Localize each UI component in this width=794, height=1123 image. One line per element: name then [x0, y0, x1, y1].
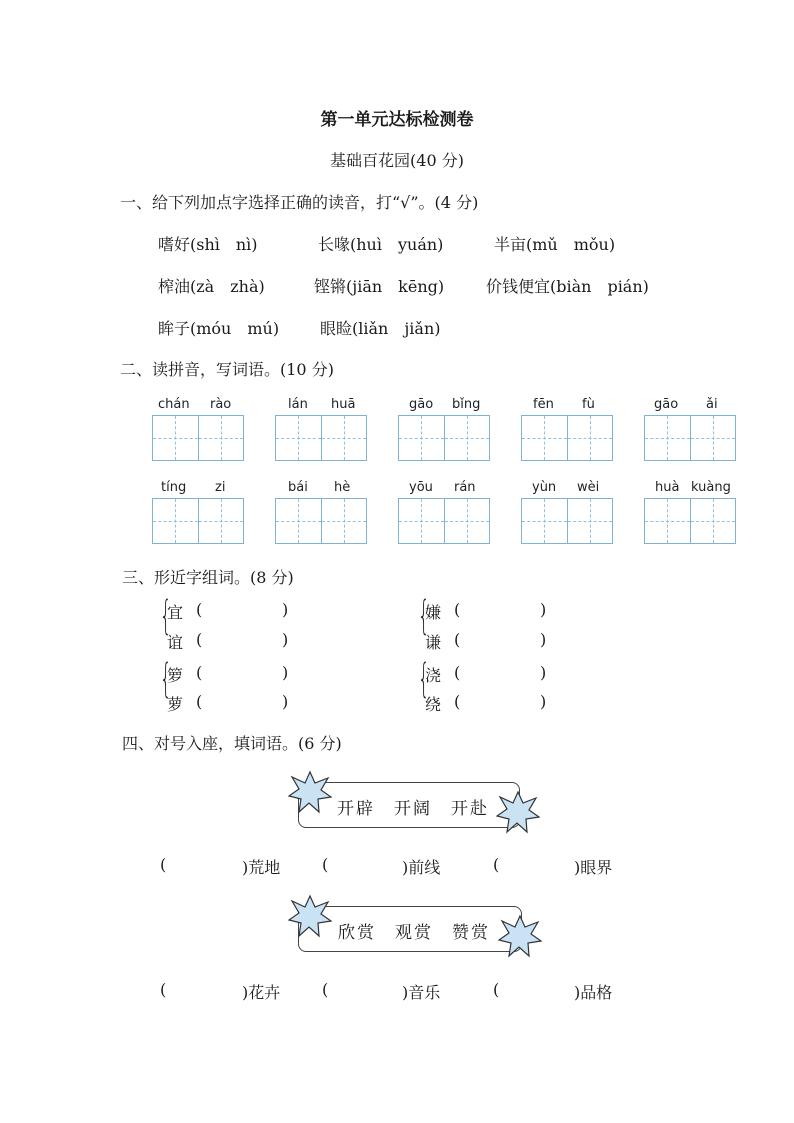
close-paren: ) [540, 600, 547, 619]
section3-heading: 三、形近字组词。(8 分) [122, 568, 294, 587]
open-paren: ( [196, 630, 203, 649]
pinyin-label: zi [215, 480, 226, 495]
leaf-icon [288, 894, 332, 938]
fill-open-paren: ( [322, 855, 329, 874]
section1-item: 榨油(zà zhà) [158, 277, 265, 296]
pinyin-label: fēn [533, 397, 554, 412]
pinyin-label: tíng [161, 480, 187, 495]
open-paren: ( [454, 663, 461, 682]
pinyin-label: fù [582, 397, 595, 412]
leaf-icon [496, 790, 540, 834]
page-title: 第一单元达标检测卷 [320, 110, 474, 130]
fill-word: )眼界 [574, 858, 613, 877]
open-paren: ( [196, 663, 203, 682]
pinyin-label: lán [288, 397, 308, 412]
section1-item: 眼睑(liǎn jiǎn) [320, 319, 441, 338]
pinyin-label: kuàng [691, 480, 731, 495]
open-paren: ( [196, 600, 203, 619]
fill-word: )荒地 [242, 858, 281, 877]
brace: { [160, 593, 172, 639]
writing-grid[interactable] [521, 498, 613, 544]
similar-char: 嫌 [425, 603, 442, 622]
fill-word: )花卉 [242, 983, 281, 1002]
close-paren: ) [282, 600, 289, 619]
brace: { [418, 656, 430, 702]
close-paren: ) [540, 692, 547, 711]
pinyin-label: gāo [409, 397, 434, 412]
fill-open-paren: ( [160, 855, 167, 874]
similar-char: 萝 [167, 695, 184, 714]
writing-grid[interactable] [644, 415, 736, 461]
pinyin-label: bái [288, 480, 308, 495]
fill-word: )前线 [402, 858, 441, 877]
word-bank-text: 开辟 开阔 开赴 [337, 799, 489, 819]
page-subtitle: 基础百花园(40 分) [330, 151, 464, 170]
similar-char: 浇 [425, 666, 442, 685]
section1-item: 价钱便宜(biàn pián) [486, 277, 649, 296]
close-paren: ) [282, 663, 289, 682]
writing-grid[interactable] [521, 415, 613, 461]
writing-grid[interactable] [152, 415, 244, 461]
writing-grid[interactable] [152, 498, 244, 544]
fill-open-paren: ( [322, 980, 329, 999]
fill-open-paren: ( [493, 855, 500, 874]
writing-grid[interactable] [275, 498, 367, 544]
writing-grid[interactable] [398, 498, 490, 544]
pinyin-label: chán [158, 397, 190, 412]
pinyin-label: yùn [532, 480, 557, 495]
pinyin-label: rào [210, 397, 232, 412]
close-paren: ) [282, 692, 289, 711]
pinyin-label: rán [454, 480, 476, 495]
similar-char: 宜 [167, 603, 184, 622]
section1-heading: 一、给下列加点字选择正确的读音，打“√”。(4 分) [120, 193, 479, 212]
section1-item: 嗜好(shì nì) [158, 235, 258, 254]
similar-char: 谦 [425, 633, 442, 652]
section1-item: 铿锵(jiān kēng) [314, 277, 445, 296]
writing-grid[interactable] [275, 415, 367, 461]
similar-char: 绕 [425, 695, 442, 714]
pinyin-label: huà [655, 480, 680, 495]
pinyin-label: huā [331, 397, 356, 412]
section4-heading: 四、对号入座，填词语。(6 分) [122, 734, 342, 753]
fill-word: )品格 [574, 983, 613, 1002]
fill-word: )音乐 [402, 983, 441, 1002]
pinyin-label: bǐng [452, 397, 481, 412]
close-paren: ) [282, 630, 289, 649]
pinyin-label: ǎi [706, 397, 718, 412]
brace: { [418, 593, 430, 639]
open-paren: ( [196, 692, 203, 711]
similar-char: 谊 [167, 633, 184, 652]
pinyin-label: gāo [654, 397, 679, 412]
close-paren: ) [540, 663, 547, 682]
section1-item: 半亩(mǔ mǒu) [494, 235, 616, 254]
fill-open-paren: ( [160, 980, 167, 999]
open-paren: ( [454, 692, 461, 711]
close-paren: ) [540, 630, 547, 649]
writing-grid[interactable] [398, 415, 490, 461]
open-paren: ( [454, 630, 461, 649]
section1-item: 眸子(móu mú) [158, 319, 280, 338]
brace: { [160, 656, 172, 702]
fill-open-paren: ( [493, 980, 500, 999]
open-paren: ( [454, 600, 461, 619]
section2-heading: 二、读拼音，写词语。(10 分) [120, 360, 334, 379]
similar-char: 箩 [167, 666, 184, 685]
word-bank-text: 欣赏 观赏 赞赏 [338, 923, 490, 943]
section1-item: 长喙(huì yuán) [318, 235, 444, 254]
pinyin-label: hè [334, 480, 351, 495]
pinyin-label: yōu [409, 480, 433, 495]
writing-grid[interactable] [644, 498, 736, 544]
leaf-icon [498, 914, 542, 958]
pinyin-label: wèi [577, 480, 600, 495]
leaf-icon [288, 770, 332, 814]
